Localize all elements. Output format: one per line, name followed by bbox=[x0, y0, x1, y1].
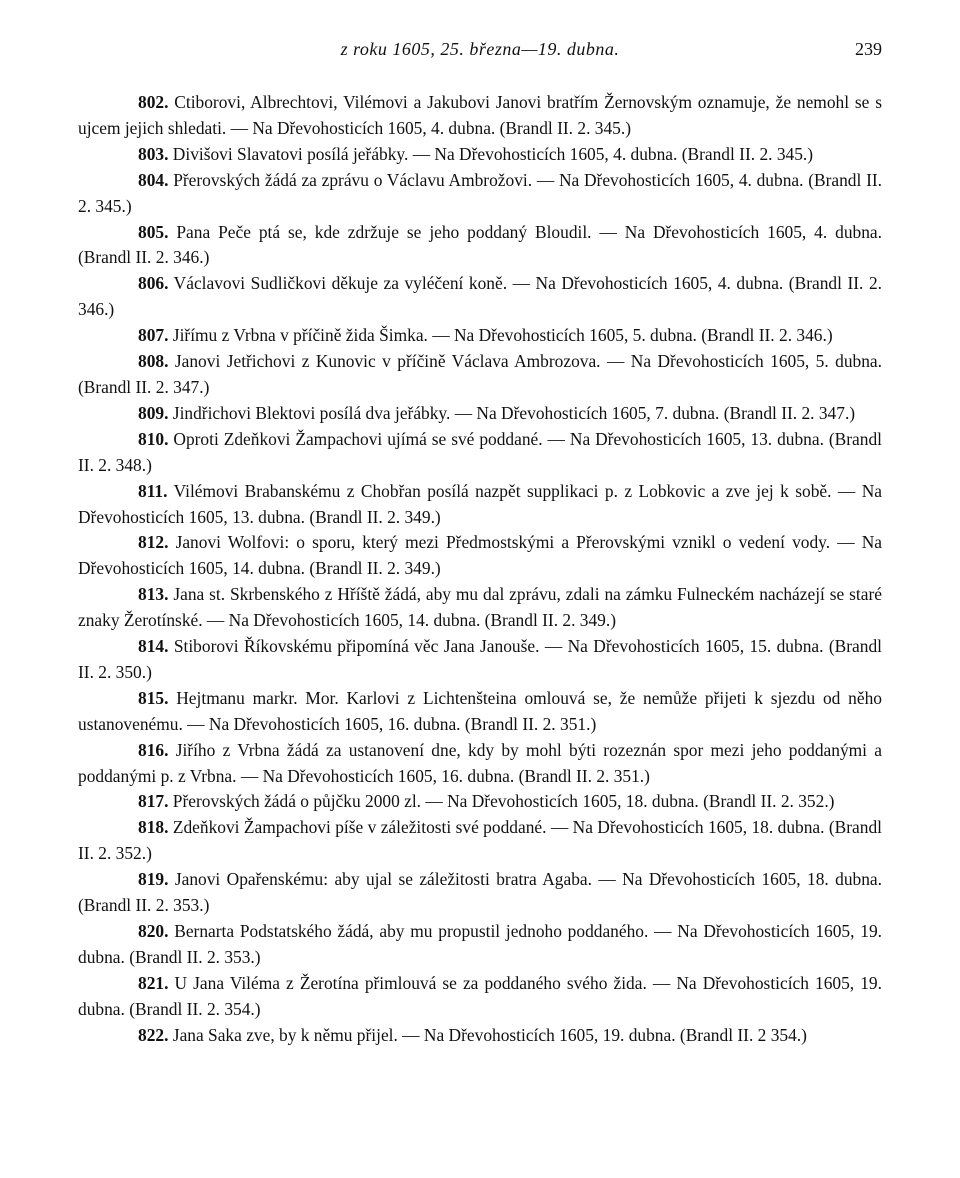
entry-number: 817. bbox=[138, 791, 169, 812]
entry-number: 804. bbox=[138, 169, 169, 190]
entry-paragraph bbox=[78, 142, 882, 168]
entry-text: U Jana Viléma z Žerotína přimlouvá se za poddaného svého žida. — Na Dřevohosticích 1605, 19. dubna. (Brandl II. 2. 354.) bbox=[78, 972, 882, 1019]
entry-number: 802. bbox=[138, 92, 169, 112]
entry-paragraph bbox=[78, 867, 882, 919]
entry-text: Jana Saka zve, by k němu přijel. — Na Dřevohosticích 1605, 19. dubna. (Brandl II. 2 354.) bbox=[172, 1024, 807, 1045]
running-title: z roku 1605, 25. března—19. dubna. bbox=[340, 39, 620, 59]
entry-text: Přerovských žádá za zprávu o Václavu Ambrožovi. — Na Dřevohosticích 1605, 4. dubna. (Brandl II. 2. 345.) bbox=[78, 169, 882, 216]
entry-list bbox=[78, 90, 882, 1049]
entry-number: 814. bbox=[138, 636, 169, 657]
entry-number: 815. bbox=[138, 687, 169, 708]
entry-number: 822. bbox=[138, 1024, 169, 1045]
entry-text: Pana Peče ptá se, kde zdržuje se jeho poddaný Bloudil. — Na Dřevohosticích 1605, 4. dubna. (Brandl II. 2. 346.) bbox=[78, 221, 882, 268]
entry-number: 809. bbox=[138, 402, 169, 423]
entry-number: 812. bbox=[138, 532, 169, 553]
entry-paragraph bbox=[78, 479, 882, 531]
entry-text: Stiborovi Říkovskému připomíná věc Jana Janouše. — Na Dřevohosticích 1605, 15. dubna. (Brandl II. 2. 350.) bbox=[78, 636, 882, 682]
entry-paragraph bbox=[78, 271, 882, 323]
entry-text: Přerovských žádá o půjčku 2000 zl. — Na Dřevohosticích 1605, 18. dubna. (Brandl II. 2. 352.) bbox=[172, 791, 835, 812]
entry-number: 810. bbox=[138, 428, 169, 449]
entry-number: 811. bbox=[138, 480, 168, 501]
entry-text: Ctiborovi, Albrechtovi, Vilémovi a Jakubovi Janovi bratřím Žernovským oznamuje, že nemohl se s ujcem jejich shledati. — Na Dřevohosticích 1605, 4. dubna. (Brandl II. 2. 345.) bbox=[78, 92, 882, 138]
entry-text: Oproti Zdeňkovi Žampachovi ujímá se své poddané. — Na Dřevohosticích 1605, 13. dubna. (Brandl II. 2. 348.) bbox=[78, 428, 882, 475]
entry-number: 813. bbox=[138, 584, 169, 605]
entry-paragraph bbox=[78, 530, 882, 582]
entry-paragraph bbox=[78, 789, 882, 815]
entry-paragraph bbox=[78, 349, 882, 401]
entry-text: Zdeňkovi Žampachovi píše v záležitosti své poddané. — Na Dřevohosticích 1605, 18. dubna. (Brandl II. 2. 352.) bbox=[78, 817, 882, 864]
entry-paragraph bbox=[78, 427, 882, 479]
entry-paragraph bbox=[78, 582, 882, 634]
entry-text: Divišovi Slavatovi posílá jeřábky. — Na Dřevohosticích 1605, 4. dubna. (Brandl II. 2. 345.) bbox=[172, 143, 814, 164]
entry-text: Janovi Wolfovi: o sporu, který mezi Předmostskými a Přerovskými vznikl o vedení vody. — Na Dřevohosticích 1605, 14. dubna. (Brandl II. 2. 349.) bbox=[78, 532, 882, 579]
entry-paragraph bbox=[78, 401, 882, 427]
running-head bbox=[78, 34, 882, 64]
page-number: 239 bbox=[855, 39, 882, 59]
entry-number: 808. bbox=[138, 351, 169, 372]
entry-number: 818. bbox=[138, 817, 169, 838]
entry-text: Jiřímu z Vrbna v příčině žida Šimka. — Na Dřevohosticích 1605, 5. dubna. (Brandl II. 2. 346.) bbox=[172, 325, 833, 346]
entry-number: 821. bbox=[138, 972, 169, 993]
entry-number: 803. bbox=[138, 143, 169, 164]
entry-paragraph bbox=[78, 168, 882, 220]
entry-number: 816. bbox=[138, 739, 169, 760]
entry-paragraph bbox=[78, 323, 882, 349]
entry-text: Jindřichovi Blektovi posílá dva jeřábky. — Na Dřevohosticích 1605, 7. dubna. (Brandl II. 2. 347.) bbox=[172, 402, 856, 423]
book-page bbox=[78, 34, 882, 1049]
entry-paragraph bbox=[78, 220, 882, 272]
entry-paragraph bbox=[78, 971, 882, 1023]
entry-text: Hejtmanu markr. Mor. Karlovi z Lichtenšteina omlouvá se, že nemůže přijeti k sjezdu od něho ustanovenému. — Na Dřevohosticích 1605, 16. dubna. (Brandl II. 2. 351.) bbox=[78, 687, 882, 734]
entry-text: Václavovi Sudličkovi děkuje za vyléčení koně. — Na Dřevohosticích 1605, 4. dubna. (Brandl II. 2. 346.) bbox=[78, 273, 882, 320]
entry-number: 805. bbox=[138, 221, 169, 242]
entry-paragraph bbox=[78, 686, 882, 738]
entry-paragraph bbox=[78, 634, 882, 686]
entry-text: Jana st. Skrbenského z Hříště žádá, aby mu dal zprávu, zdali na zámku Fulneckém nacházejí se staré znaky Žerotínské. — Na Dřevohosticích 1605, 14. dubna. (Brandl II. 2. 349.) bbox=[78, 584, 882, 631]
entry-text: Vilémovi Brabanskému z Chobřan posílá nazpět supplikaci p. z Lobkovic a zve jej k sobě. — Na Dřevohosticích 1605, 13. dubna. (Brandl II. 2. 349.) bbox=[78, 480, 882, 527]
entry-paragraph bbox=[78, 90, 882, 142]
entry-text: Jiřího z Vrbna žádá za ustanovení dne, kdy by mohl býti rozeznán spor mezi jeho poddanými a poddanými p. z Vrbna. — Na Dřevohosticích 1605, 16. dubna. (Brandl II. 2. 351.) bbox=[78, 739, 882, 786]
entry-text: Janovi Jetřichovi z Kunovic v příčině Václava Ambrozova. — Na Dřevohosticích 1605, 5. dubna. (Brandl II. 2. 347.) bbox=[78, 351, 883, 397]
entry-paragraph bbox=[78, 919, 882, 971]
entry-paragraph bbox=[78, 1023, 882, 1049]
entry-number: 806. bbox=[138, 273, 169, 294]
entry-text: Bernarta Podstatského žádá, aby mu propustil jednoho poddaného. — Na Dřevohosticích 1605, 19. dubna. (Brandl II. 2. 353.) bbox=[78, 921, 882, 967]
entry-number: 807. bbox=[138, 325, 169, 346]
entry-number: 820. bbox=[138, 921, 169, 941]
entry-number: 819. bbox=[138, 869, 169, 890]
entry-paragraph bbox=[78, 815, 882, 867]
entry-text: Janovi Opařenskému: aby ujal se záležitosti bratra Agaba. — Na Dřevohosticích 1605, 18. dubna. (Brandl II. 2. 353.) bbox=[78, 869, 882, 916]
entry-paragraph bbox=[78, 738, 882, 790]
